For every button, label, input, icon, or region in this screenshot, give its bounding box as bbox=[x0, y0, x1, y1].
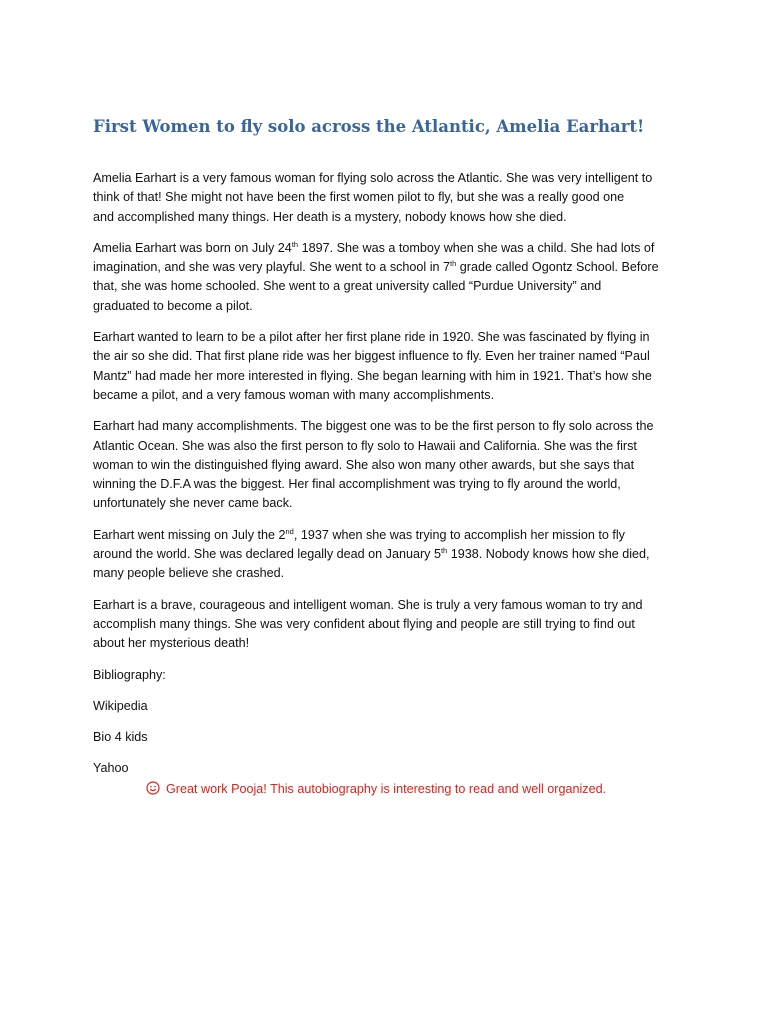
text-line: that, she was home schooled. She went to a great university called “Purdue University” and bbox=[93, 279, 602, 294]
bibliography-heading: Bibliography: bbox=[93, 667, 166, 682]
text-segment: , 1937 when she was trying to accomplish her mission to fly bbox=[293, 527, 625, 542]
bibliography-source: Wikipedia bbox=[93, 698, 148, 713]
text-line: think of that! She might not have been the first women pilot to fly, but she was a really good one bbox=[93, 190, 625, 205]
text-line: many people believe she crashed. bbox=[93, 566, 285, 581]
text-line: the air so she did. That first plane ride was her biggest influence to fly. Even her trainer named “Paul bbox=[93, 349, 650, 364]
text-line bbox=[93, 258, 683, 277]
text-line: Earhart had many accomplishments. The biggest one was to be the first person to fly solo across the bbox=[93, 419, 654, 434]
text-segment: imagination, and she was very playful. She went to a school in 7 bbox=[93, 260, 451, 275]
text-line: woman to win the distinguished flying award. She also won many other awards, but she says that bbox=[93, 457, 635, 472]
text-line: Amelia Earhart is a very famous woman for flying solo across the Atlantic. She was very intelligent to bbox=[93, 171, 653, 185]
text-segment: grade called Ogontz School. Before bbox=[456, 260, 659, 275]
text-line: Earhart is a brave, courageous and intelligent woman. She is truly a very famous woman to try and bbox=[93, 597, 643, 612]
ordinal-suffix: th bbox=[440, 546, 448, 556]
text-line: Atlantic Ocean. She was also the first person to fly solo to Hawaii and California. She was the first bbox=[93, 438, 637, 453]
text-segment: Earhart went missing on July the 2 bbox=[93, 527, 286, 542]
text-line bbox=[93, 239, 683, 258]
text-line: became a pilot, and a very famous woman with many accomplishments. bbox=[93, 387, 495, 402]
text-segment: around the world. She was declared legally dead on January 5 bbox=[93, 547, 441, 562]
ordinal-suffix: nd bbox=[285, 526, 294, 536]
document-title: First Women to fly solo across the Atlantic, Amelia Earhart! bbox=[93, 117, 645, 136]
text-line: about her mysterious death! bbox=[93, 636, 250, 651]
text-line: Earhart wanted to learn to be a pilot after her first plane ride in 1920. She was fascinated by flying in bbox=[93, 330, 650, 345]
text-line: winning the D.F.A was the biggest. Her final accomplishment was trying to fly around the world, bbox=[93, 477, 621, 492]
text-line: graduated to become a pilot. bbox=[93, 298, 253, 313]
paragraph-conclusion bbox=[93, 596, 683, 654]
paragraph-early-life bbox=[93, 239, 683, 316]
text-line: and accomplished many things. Her death is a mystery, nobody knows how she died. bbox=[93, 209, 567, 224]
text-segment: Amelia Earhart was born on July 24 bbox=[93, 240, 292, 255]
text-line bbox=[93, 545, 683, 564]
text-line: Mantz” had made her more interested in flying. She began learning with him in 1921. That’s how she bbox=[93, 368, 652, 383]
text-line bbox=[93, 526, 683, 545]
ordinal-suffix: th bbox=[450, 259, 457, 269]
text-line: accomplish many things. She was very confident about flying and people are still trying to find out bbox=[93, 616, 635, 631]
text-line: unfortunately she never came back. bbox=[93, 496, 293, 511]
bibliography-source: Bio 4 kids bbox=[93, 730, 148, 745]
paragraph-disappearance bbox=[93, 526, 683, 584]
paragraph-accomplishments bbox=[93, 417, 683, 513]
ordinal-suffix: th bbox=[291, 239, 299, 249]
teacher-feedback bbox=[146, 780, 606, 799]
feedback-text: Great work Pooja! This autobiography is interesting to read and well organized. bbox=[166, 782, 607, 796]
smiley-icon bbox=[146, 781, 160, 795]
document-body bbox=[93, 169, 683, 791]
text-segment: 1897. She was a tomboy when she was a child. She had lots of bbox=[298, 240, 655, 255]
paragraph-intro bbox=[93, 169, 683, 227]
bibliography-source: Yahoo bbox=[93, 761, 129, 776]
paragraph-becoming-pilot bbox=[93, 328, 683, 405]
text-segment: 1938. Nobody knows how she died, bbox=[447, 547, 650, 562]
